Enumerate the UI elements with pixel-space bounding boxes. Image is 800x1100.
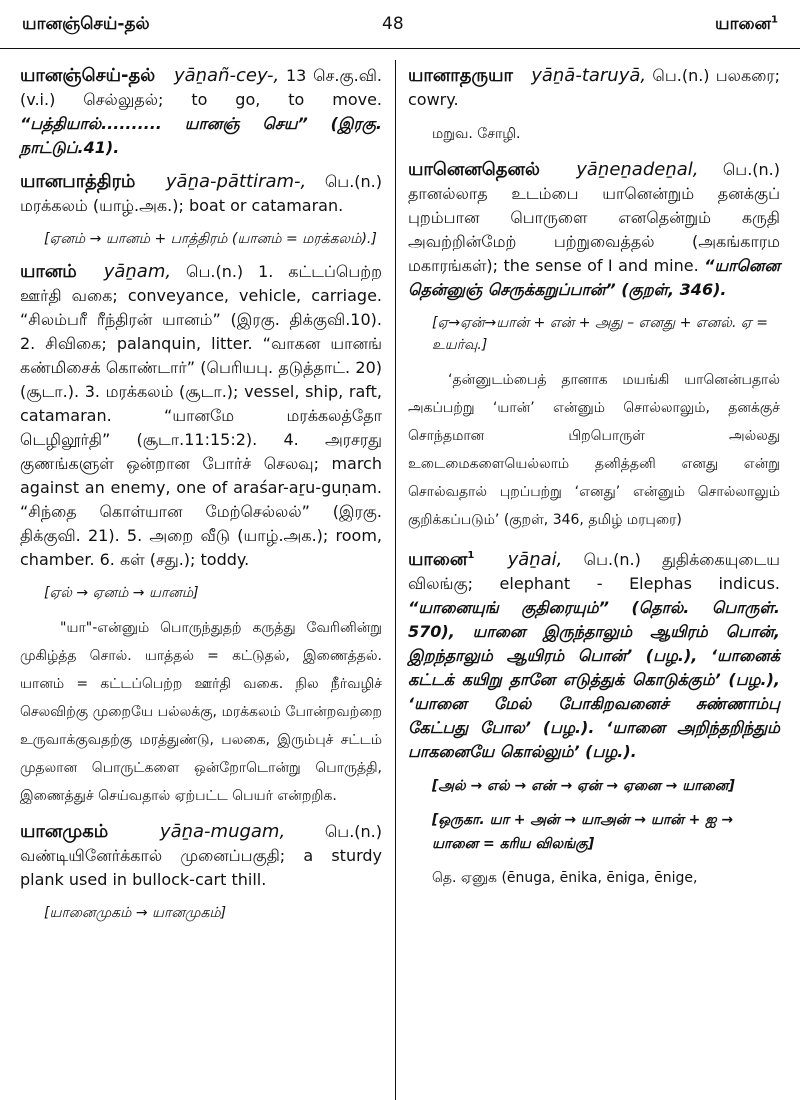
definition: பெ.(n.) வண்டியினேர்க்கால் முனைப்பகுதி; a sturdy plank used in bullock-cart thill. [20,822,382,889]
transliteration: yāṉeṉadeṉal, [576,159,699,180]
etymology: [யானைமுகம் → யானமுகம்] [44,905,227,921]
etymology: [ஒருகா. யா + அன் → யாஅன் → யான் + ஐ → யானை = கரிய விலங்கு] [432,812,734,852]
transliteration: yāṉam, [103,261,172,282]
etymology: [ஏ→ஏன்→யான் + என் + அது – எனது + எனல். ஏ = உயர்வு.] [432,315,768,353]
definition: 13 செ.கு.வி. (v.i.) செல்லுதல்; to go, to move. [20,66,383,109]
citation: “பத்தியால்.......... யானஞ் செய” (இரகு. நாட்டுப்.41). [20,114,382,157]
definition: பெ.(n.) துதிக்கையுடைய விலங்கு; elephant - Elephas indicus. [408,550,780,593]
entry-yanai [408,544,780,764]
headword [408,549,474,570]
transliteration: yāṉai, [507,549,563,570]
headword: யானெனதெனல் [408,159,540,180]
explanatory-note: ‘தன்னுடம்பைத் தானாக மயங்கி யானென்பதால் அகப்பற்று ‘யான்’ என்னும் சொல்லாலும், தனக்குச் சொந்தமான பிறபொருள் அல்லது உடைமைகளையெல்லாம் தனித்தனி எனது என்று சொல்வதால் புறப்பற்று ‘எனது’ என்னும் சொல்லாலும் குறிக்கப்படும்’ (குறள், 346, தமிழ் மரபுரை) [408,372,780,528]
transliteration: yāṉa-pāttiram-, [165,171,307,192]
headword: யானஞ்செய்-தல் [20,65,156,86]
headword: யானாதருயா [408,65,513,86]
definition: பெ.(n.) தானல்லாத உடம்பை யானென்றும் தனக்குப் புறம்பான பொருளை எனதென்றும் கருதி அவற்றின்மேற் பற்றுவைத்தல் (அகங்காரம மகாரங்கள்); the sense of I and mine. [408,160,780,275]
header-right-superscript: 1 [771,14,778,26]
headword: யானம் [20,261,77,282]
etymology: [ஏல் → ஏனம் → யானம்] [44,585,199,601]
entry-yanenatenal [408,158,780,302]
headword: யானமுகம் [20,821,109,842]
definition: பெ.(n.) மரக்கலம் (யாழ்.அக.); boat or catamaran. [20,172,382,215]
header-right-guideword [715,14,778,36]
definition: பெ.(n.) 1. கட்டப்பெற்ற ஊர்தி வகை; conveyance, vehicle, carriage. “சிலம்பரீ ரீந்திரன் யானம்” (இரகு. திக்குவி.10). 2. சிவிகை; palanquin, litter. “வாகன யானங் கண்மிசைக் கொண்டார்” (பெரியபு. தடுத்தாட். 20) (சூடா.). 3. மரக்கலம் (சூடா.); vessel, ship, raft, catamaran. “யானமே மரக்கலத்தோ டெழிலூர்தி” (சூடா.11:15:2). 4. அரசரது குணங்களுள் ஒன்றான போர்ச் செலவு; march against an enemy, one of araśar-aṟu-guṇam. “சிந்தை கொள்யான மேற்செல்லல்” (இரகு. திக்குவி. 21). 5. அறை வீடு (யாழ்.அக.); room, chamber. 6. கள் (சது.); toddy. [20,262,383,569]
transliteration: yāṉa-mugam, [159,821,286,842]
entry-yanamukam [20,820,382,892]
entry-yananjceytal [20,64,382,160]
citation: “யானையுங் குதிரையும்” (தொல். பொருள். 570), யானை இருந்தாலும் ஆயிரம் பொன், இறந்தாலும் ஆயிரம் பொன்’ (பழ.), ‘யானைக் கட்டக் கயிறு தானே எடுத்துக் கொடுக்கும்’ (பழ.), ‘யானை மேல் போகிறவனைச் சுண்ணாம்பு கேட்பது போல’ (பழ.). ‘யானை அறிந்தறிந்தும் பாகனையே கொல்லும்’ (பழ.). [408,598,780,761]
entry-yanataruya [408,64,780,112]
headword: யானபாத்திரம் [20,171,136,192]
header-left-guideword: யானஞ்செய்-தல் [22,14,150,34]
right-column [408,64,780,902]
cognates: தெ. ஏனுக (ēnuga, ēnika, ēniga, ēnige, [432,870,698,886]
synonym-note: மறுவ. சோழி. [432,126,521,142]
definition: பெ.(n.) பலகரை; cowry. [408,66,780,109]
transliteration: yāṉā-taruyā, [531,65,647,86]
left-column [20,64,382,934]
headword-superscript: 1 [467,550,475,561]
explanatory-note: "யா"-என்னும் பொருந்துதற் கருத்து வேரினின்று முகிழ்த்த சொல். யாத்தல் = கட்டுதல், இணைத்தல். யானம் = கட்டப்பெற்ற ஊர்தி வகை. நில நீர்வழிச் செலவிற்கு முறையே பல்லக்கு, மரக்கலம் போன்றவற்றை உருவாக்குவதற்கு மரத்துண்டு, பலகை, இரும்புச் சட்டம் முதலான பொருட்களை ஒன்றோடொன்று பொருத்தி, இணைத்துச் செய்வதால் ஏற்பட்ட பெயர் என்றறிக. [20,620,382,804]
header-rule [0,48,800,49]
entry-yanam [20,260,382,572]
citation: “யானென தென்னுஞ் செருக்கறுப்பான்” (குறள், 346). [408,256,781,299]
header-right-word: யானை [715,14,772,34]
transliteration: yāṉañ-cey-, [173,65,280,86]
entry-yanapattiram [20,170,382,218]
page-number: 48 [382,14,404,34]
etymology: [ஏனம் → யானம் + பாத்திரம் (யானம் = மரக்கலம்).] [44,231,377,247]
etymology: [அல் → எல் → என் → ஏன் → ஏனை → யானை] [432,778,735,794]
column-divider [395,60,396,1100]
headword-text: யானை [408,549,468,570]
